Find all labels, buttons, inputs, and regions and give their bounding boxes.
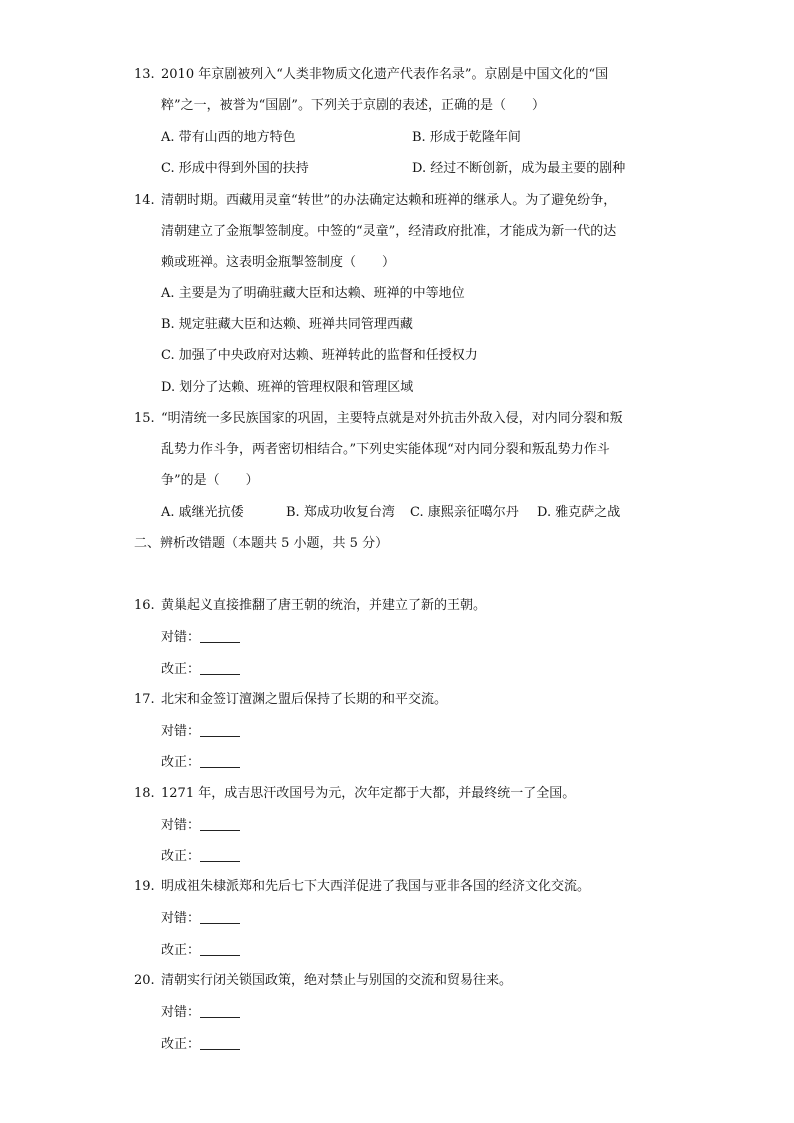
question-text: 北宋和金签订澶渊之盟后保持了长期的和平交流。 — [161, 692, 448, 707]
question-text: 清朝时期。西藏用灵童“转世”的办法确定达赖和班禅的继承人。为了避免纷争， — [161, 193, 617, 208]
question-number: 16. — [134, 598, 155, 613]
question-text: 争”的是（ ） — [161, 473, 259, 488]
judge-row — [161, 909, 240, 928]
judge-row — [161, 1003, 240, 1022]
correct-label: 改正： — [161, 943, 201, 958]
option-d: D. 雅克萨之战 — [537, 505, 621, 520]
question-text: 清朝建立了金瓶掣签制度。中签的“灵童”，经清政府批准，才能成为新一代的达 — [161, 224, 617, 239]
correct-blank[interactable] — [200, 660, 240, 675]
judge-blank[interactable] — [200, 816, 240, 831]
question-text: 赖或班禅。这表明金瓶掣签制度（ ） — [161, 255, 396, 270]
question-number: 20. — [134, 973, 155, 988]
question-number: 14. — [134, 193, 155, 208]
judge-row — [161, 628, 240, 647]
option-c: C. 康熙亲征噶尔丹 — [410, 505, 519, 520]
judge-row — [161, 722, 240, 741]
judge-blank[interactable] — [200, 628, 240, 643]
question-number: 17. — [134, 692, 155, 707]
correct-blank[interactable] — [200, 1035, 240, 1050]
correct-row — [161, 847, 240, 866]
option-c: C. 形成中得到外国的扶持 — [161, 161, 309, 176]
option-a: A. 带有山西的地方特色 — [161, 130, 296, 145]
judge-label: 对错： — [161, 1005, 201, 1020]
correct-row — [161, 753, 240, 772]
judge-blank[interactable] — [200, 722, 240, 737]
correct-row — [161, 941, 240, 960]
option-c: C. 加强了中央政府对达赖、班禅转此的监督和任授权力 — [161, 348, 478, 363]
judge-blank[interactable] — [200, 1003, 240, 1018]
option-d: D. 划分了达赖、班禅的管理权限和管理区域 — [161, 380, 414, 395]
question-text: 粹”之一，被誉为“国剧”。下列关于京剧的表述，正确的是（ ） — [161, 98, 545, 113]
question-text: 乱势力作斗争，两者密切相结合。”下列史实能体现“对内同分裂和叛乱势力作斗 — [161, 442, 610, 457]
judge-label: 对错： — [161, 818, 201, 833]
correct-blank[interactable] — [200, 753, 240, 768]
correct-row — [161, 1035, 240, 1054]
judge-label: 对错： — [161, 630, 201, 645]
judge-label: 对错： — [161, 911, 201, 926]
correct-blank[interactable] — [200, 941, 240, 956]
option-a: A. 戚继光抗倭 — [161, 505, 244, 520]
option-b: B. 规定驻藏大臣和达赖、班禅共同管理西藏 — [161, 317, 413, 332]
question-text: 黄巢起义直接推翻了唐王朝的统治，并建立了新的王朝。 — [161, 598, 487, 613]
option-b: B. 形成于乾隆年间 — [412, 130, 521, 145]
question-number: 18. — [134, 786, 155, 801]
question-text: 清朝实行闭关锁国政策，绝对禁止与别国的交流和贸易往来。 — [161, 973, 513, 988]
correct-label: 改正： — [161, 1037, 201, 1052]
section-title: 二、辨析改错题（本题共 5 小题，共 5 分） — [134, 536, 389, 551]
question-number: 19. — [134, 879, 155, 894]
correct-label: 改正： — [161, 755, 201, 770]
question-text: 2010 年京剧被列入“人类非物质文化遗产代表作名录”。京剧是中国文化的“国 — [161, 67, 609, 82]
question-number: 15. — [134, 411, 155, 426]
question-text: 1271 年，成吉思汗改国号为元，次年定都于大都，并最终统一了全国。 — [161, 786, 576, 801]
option-a: A. 主要是为了明确驻藏大臣和达赖、班禅的中等地位 — [161, 286, 465, 301]
correct-label: 改正： — [161, 662, 201, 677]
judge-blank[interactable] — [200, 909, 240, 924]
correct-row — [161, 660, 240, 679]
correct-blank[interactable] — [200, 847, 240, 862]
question-number: 13. — [134, 67, 155, 82]
judge-row — [161, 816, 240, 835]
question-text: “明清统一多民族国家的巩固，主要特点就是对外抗击外敌入侵，对内同分裂和叛 — [161, 411, 623, 426]
judge-label: 对错： — [161, 724, 201, 739]
option-d: D. 经过不断创新，成为最主要的剧种 — [412, 161, 626, 176]
question-text: 明成祖朱棣派郑和先后七下大西洋促进了我国与亚非各国的经济文化交流。 — [161, 879, 591, 894]
option-b: B. 郑成功收复台湾 — [286, 505, 395, 520]
correct-label: 改正： — [161, 849, 201, 864]
